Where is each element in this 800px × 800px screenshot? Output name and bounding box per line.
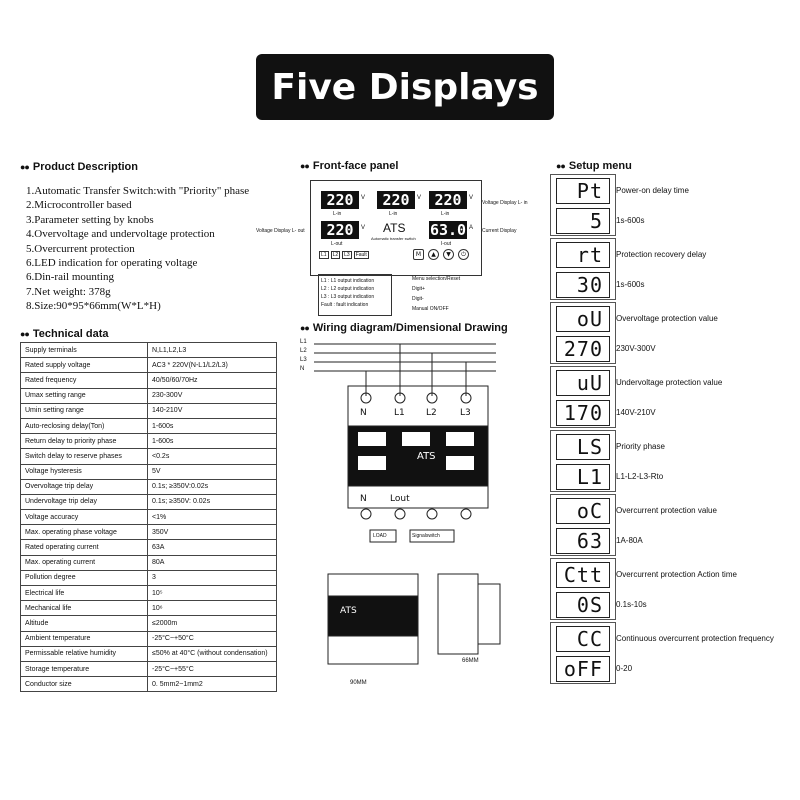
side-label-lout: Voltage Display L- out <box>256 228 305 234</box>
tech-key: Pollution degree <box>21 570 148 585</box>
table-row <box>21 479 277 494</box>
led-l2: L2 <box>332 252 339 258</box>
tech-value: 0.1s; ≥350V: 0.02s <box>148 494 277 509</box>
tech-value: 0. 5mm2~1mm2 <box>148 677 277 692</box>
setup-value-display: L1 <box>556 464 610 490</box>
table-row <box>21 661 277 676</box>
setup-code-display: oC <box>556 498 610 524</box>
signal-switch-label: Signalswitch <box>412 533 440 539</box>
tech-value: 1-600s <box>148 434 277 449</box>
tech-value: 3 <box>148 570 277 585</box>
setup-item-label: Undervoltage protection value <box>616 378 723 387</box>
tech-key: Undervoltage trip delay <box>21 494 148 509</box>
tech-key: Altitude <box>21 616 148 631</box>
tech-key: Switch delay to reserve phases <box>21 449 148 464</box>
setup-code-display: uU <box>556 370 610 396</box>
setup-item-range: 1s-600s <box>616 280 645 289</box>
tech-key: Rated operating current <box>21 540 148 555</box>
setup-item-label: Priority phase <box>616 442 665 451</box>
table-row <box>21 525 277 540</box>
tech-key: Max. operating current <box>21 555 148 570</box>
front-panel-drawing <box>310 180 482 276</box>
technical-data-table <box>20 342 277 692</box>
table-row <box>21 434 277 449</box>
side-label-current: Current Display <box>482 228 517 234</box>
tech-key: Umax setting range <box>21 388 148 403</box>
product-description-heading: ●● Product Description <box>20 161 138 173</box>
table-row <box>21 555 277 570</box>
tech-value: AC3 * 220V(N-L1/L2/L3) <box>148 358 277 373</box>
tech-key: Rated frequency <box>21 373 148 388</box>
setup-item-label: Overcurrent protection value <box>616 506 717 515</box>
label-l-out: L-out <box>331 241 343 247</box>
table-row <box>21 646 277 661</box>
ats-label: ATS <box>383 221 406 235</box>
setup-item-label: Power-on delay time <box>616 186 689 195</box>
setup-item-range: 1s-600s <box>616 216 645 225</box>
table-row <box>21 418 277 433</box>
table-row <box>21 388 277 403</box>
setup-value-display: 5 <box>556 208 610 234</box>
setup-value-display: 270 <box>556 336 610 362</box>
tech-key: Supply terminals <box>21 343 148 358</box>
table-row <box>21 343 277 358</box>
page-banner <box>256 54 554 120</box>
wiring-diagram <box>300 336 530 686</box>
setup-menu-heading: ●● Setup menu <box>556 160 632 172</box>
wiring-ats-label: ATS <box>417 451 436 462</box>
desc-line: 3.Parameter setting by knobs <box>26 213 154 226</box>
tech-key: Umin setting range <box>21 403 148 418</box>
line-label-n: N <box>300 366 305 372</box>
label-l-in: L-in <box>389 211 398 217</box>
label-i-out: I-out <box>441 241 452 247</box>
tech-value: 230-300V <box>148 388 277 403</box>
lcd-l1-in: 220 <box>321 191 359 209</box>
unit-v: V <box>361 195 366 201</box>
setup-code-display: Ctt <box>556 562 610 588</box>
table-row <box>21 677 277 692</box>
setup-item-range: 0.1s-10s <box>616 600 647 609</box>
table-row <box>21 510 277 525</box>
section-bullet-icon: ●● <box>20 162 29 172</box>
tech-value: 0.1s; ≥350V:0.02s <box>148 479 277 494</box>
tech-key: Voltage accuracy <box>21 510 148 525</box>
table-row <box>21 373 277 388</box>
setup-item-label: Protection recovery delay <box>616 250 707 259</box>
line-label-l3: L3 <box>300 357 307 363</box>
tech-value: <1% <box>148 510 277 525</box>
setup-value-display: 63 <box>556 528 610 554</box>
table-row <box>21 494 277 509</box>
tech-value: N,L1,L2,L3 <box>148 343 277 358</box>
section-bullet-icon: ●● <box>300 323 309 333</box>
tech-key: Voltage hysteresis <box>21 464 148 479</box>
lcd-l2-in: 220 <box>377 191 415 209</box>
lcd-current: 63.0 <box>429 221 467 239</box>
tech-value: ≤2000m <box>148 616 277 631</box>
tech-key: Auto-reclosing delay(Ton) <box>21 418 148 433</box>
tech-value: <0.2s <box>148 449 277 464</box>
drawing-ats-label: ATS <box>340 606 357 616</box>
section-bullet-icon: ●● <box>556 161 565 171</box>
tech-value: 10⁶ <box>148 601 277 616</box>
led-l1: L1 <box>321 252 327 258</box>
setup-code-display: Pt <box>556 178 610 204</box>
terminal-l1: L1 <box>394 408 405 418</box>
setup-item-range: 230V-300V <box>616 344 656 353</box>
desc-line: 4.Overvoltage and undervoltage protection <box>26 228 215 241</box>
setup-item-range: 140V-210V <box>616 408 656 417</box>
tech-key: Overvoltage trip delay <box>21 479 148 494</box>
setup-item-range: 1A-80A <box>616 536 643 545</box>
setup-code-display: CC <box>556 626 610 652</box>
table-row <box>21 631 277 646</box>
technical-data-heading: ●● Technical data <box>20 328 109 340</box>
side-label-lin: Voltage Display L- in <box>482 200 528 206</box>
table-row <box>21 540 277 555</box>
desc-line: 7.Net weight: 378g <box>26 285 111 298</box>
label-l-in: L-in <box>441 211 450 217</box>
setup-value-display: 0S <box>556 592 610 618</box>
terminal-lout: Lout <box>390 494 410 504</box>
table-row <box>21 601 277 616</box>
digit-minus-icon[interactable]: ▼ <box>443 249 454 260</box>
banner-title: Five Displays <box>271 66 539 108</box>
tech-value: 140-210V <box>148 403 277 418</box>
wiring-heading: ●● Wiring diagram/Dimensional Drawing <box>300 322 508 334</box>
section-bullet-icon: ●● <box>300 161 309 171</box>
setup-value-display: 30 <box>556 272 610 298</box>
tech-key: Rated supply voltage <box>21 358 148 373</box>
tech-value: 350V <box>148 525 277 540</box>
desc-line: 1.Automatic Transfer Switch:with "Priority" phase <box>26 185 250 197</box>
load-label: LOAD <box>373 533 387 539</box>
label-l-in: L-in <box>333 211 342 217</box>
digit-plus-icon[interactable]: ▲ <box>428 249 439 260</box>
unit-v: V <box>417 195 422 201</box>
power-button-icon[interactable]: ⏻ <box>458 249 469 260</box>
desc-line: 6.LED indication for operating voltage <box>26 257 198 270</box>
tech-value: 63A <box>148 540 277 555</box>
ats-subtitle: Automatic transfer switch <box>371 236 416 241</box>
terminal-l3: L3 <box>460 408 471 418</box>
led-legend: L1 : L1 output indication L2 : L2 output indication L3 : L3 output indication Fault : fault indication <box>318 274 392 316</box>
setup-item-label: Overvoltage protection value <box>616 314 718 323</box>
tech-key: Permissable relative humidity <box>21 646 148 661</box>
desc-line: 6.Din-rail mounting <box>26 271 114 284</box>
setup-value-display: 170 <box>556 400 610 426</box>
led-l3: L3 <box>344 252 350 258</box>
tech-value: 80A <box>148 555 277 570</box>
tech-key: Ambient temperature <box>21 631 148 646</box>
desc-line: 5.Overcurrent protection <box>26 242 135 255</box>
dim-width: 90MM <box>350 680 367 686</box>
table-row <box>21 570 277 585</box>
led-row <box>319 251 369 259</box>
table-row <box>21 464 277 479</box>
terminal-n-out: N <box>360 494 367 504</box>
tech-value: ≤50% at 40°C (without condensation) <box>148 646 277 661</box>
tech-value: 10⁵ <box>148 586 277 601</box>
tech-value: -25°C~+55°C <box>148 661 277 676</box>
setup-code-display: LS <box>556 434 610 460</box>
terminal-l2: L2 <box>426 408 437 418</box>
led-fault: Fault <box>355 252 367 258</box>
table-row <box>21 586 277 601</box>
setup-value-display: oFF <box>556 656 610 682</box>
setup-item-label: Continuous overcurrent protection frequency <box>616 634 774 643</box>
button-row <box>413 249 469 260</box>
tech-value: 40/50/60/70Hz <box>148 373 277 388</box>
dim-depth: 66MM <box>462 658 479 664</box>
tech-key: Electrical life <box>21 586 148 601</box>
desc-line: 2.Microcontroller based <box>26 199 132 212</box>
table-row <box>21 616 277 631</box>
tech-key: Mechanical life <box>21 601 148 616</box>
setup-code-display: oU <box>556 306 610 332</box>
setup-item-range: 0-20 <box>616 664 633 673</box>
setup-item-label: Overcurrent protection Action time <box>616 570 737 579</box>
terminal-n: N <box>360 408 367 418</box>
table-row <box>21 358 277 373</box>
tech-key: Storage temperature <box>21 661 148 676</box>
unit-v: V <box>361 225 366 231</box>
setup-item-range: L1-L2-L3-Rto <box>616 472 664 481</box>
menu-button-icon[interactable]: M <box>413 249 424 260</box>
desc-line: 8.Size:90*95*66mm(W*L*H) <box>26 300 161 313</box>
lcd-l-out: 220 <box>321 221 359 239</box>
section-bullet-icon: ●● <box>20 329 29 339</box>
line-label-l1: L1 <box>300 339 307 345</box>
tech-value: -25°C~+50°C <box>148 631 277 646</box>
line-label-l2: L2 <box>300 348 307 354</box>
tech-value: 5V <box>148 464 277 479</box>
unit-a: A <box>469 225 474 231</box>
tech-value: 1-600s <box>148 418 277 433</box>
button-legend: Menu selection/Reset Digit+ Digit- Manual ON/OFF <box>412 276 461 312</box>
front-panel-heading: ●● Front-face panel <box>300 160 399 172</box>
unit-v: V <box>469 195 474 201</box>
tech-key: Max. operating phase voltage <box>21 525 148 540</box>
product-description-list <box>26 184 249 314</box>
setup-code-display: rt <box>556 242 610 268</box>
table-row <box>21 403 277 418</box>
table-row <box>21 449 277 464</box>
lcd-l3-in: 220 <box>429 191 467 209</box>
tech-key: Conductor size <box>21 677 148 692</box>
tech-key: Return delay to priority phase <box>21 434 148 449</box>
